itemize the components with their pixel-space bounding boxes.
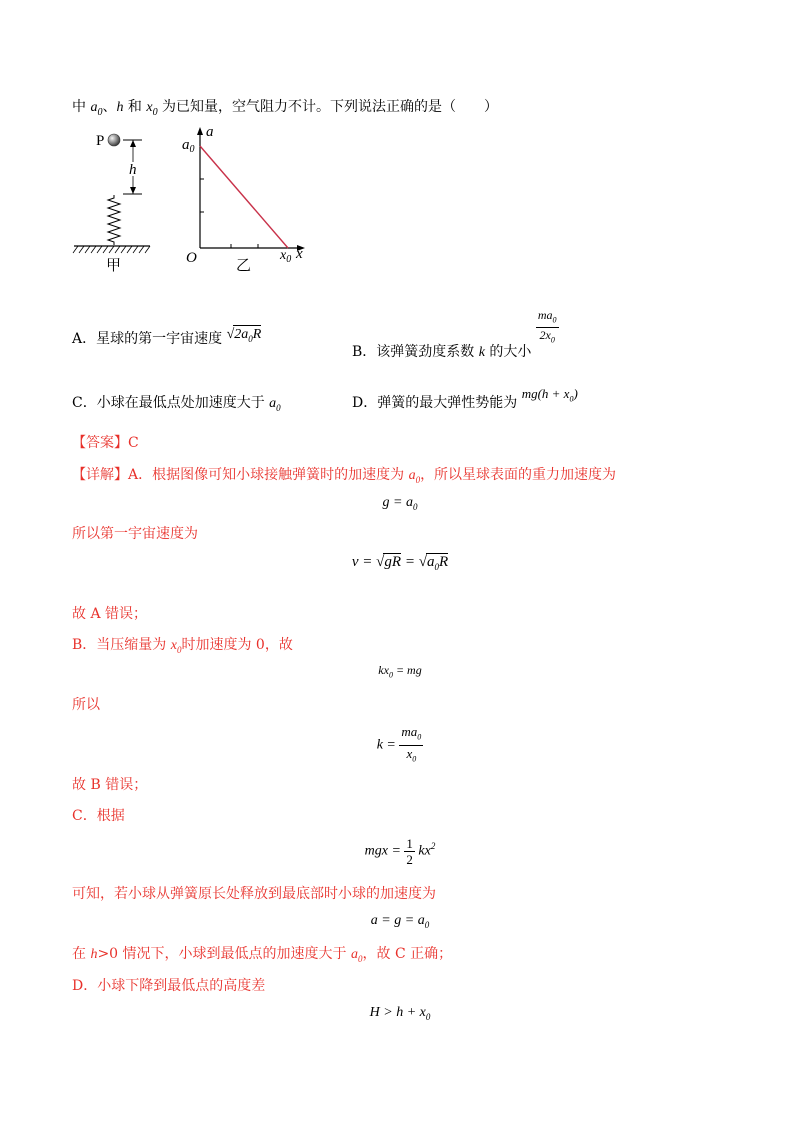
equation-g-a0: $g = a_0$ [382, 495, 418, 512]
x-intercept-label: $x_0$ [280, 248, 292, 265]
figure-jia [66, 124, 166, 280]
option-c[interactable]: C．小球在最低点处加速度大于 $a_0$ [72, 395, 281, 413]
equation-mgx: mgx = $\frac{1}{2}$ $kx^2$ [364, 836, 436, 867]
solution-b2: 所以 [72, 697, 100, 713]
solution-a2: 所以第一宇宙速度为 [72, 526, 198, 542]
solution-a1: 【详解】A．根据图像可知小球接触弹簧时的加速度为 $a_0$，所以星球表面的重力加速度为 [72, 467, 617, 485]
equation-height-difference: $H > h + x_0$ [369, 1005, 431, 1022]
solution-b3: 故 B 错误； [72, 777, 148, 793]
height-label: h [129, 162, 137, 178]
figure-yi-caption: 乙 [236, 256, 252, 274]
equation-a-g-a0: $a = g = a_0$ [370, 913, 430, 930]
option-b[interactable]: B．该弹簧劲度系数 k 的大小 $\frac{ma_0}{2x_0}$ [352, 308, 557, 360]
solution-b1: B．当压缩量为 $x_0$时加速度为 0，故 [72, 637, 293, 655]
figure-yi [176, 124, 316, 280]
option-a[interactable]: A．星球的第一宇宙速度 $√2a_0R$ [72, 327, 262, 347]
spring-icon [108, 195, 120, 245]
solution-c2: 可知，若小球从弹簧原长处释放到最底部时小球的加速度为 [72, 886, 436, 902]
solution-d1: D．小球下降到最低点的高度差 [72, 978, 266, 994]
equation-k: k = $\frac{ma_0}{x_0}$ [376, 724, 422, 764]
option-a-formula: $√2a_0R$ [227, 327, 262, 342]
y-intercept-label: $a_0$ [182, 137, 195, 155]
option-d[interactable]: D．弹簧的最大弹性势能为 $mg(h + x_0)$ [352, 386, 578, 411]
solution-c3: 在 h>0 情况下，小球到最低点的加速度大于 $a_0$，故 C 正确； [72, 946, 453, 964]
option-b-formula: $\frac{ma_0}{2x_0}$ [537, 308, 557, 345]
origin-label: O [186, 250, 197, 266]
option-d-formula: $mg(h + x_0)$ [521, 386, 578, 404]
equation-kx0-mg: $kx_0$ = mg [378, 663, 422, 680]
question-stem: 中 $a_0$、h 和 $x_0$ 为已知量，空气阻力不计。下列说法正确的是（ ） [72, 99, 499, 118]
figure-jia-caption: 甲 [106, 256, 122, 274]
answer-line: 【答案】C [72, 435, 139, 451]
y-axis-label: a [206, 124, 214, 140]
equation-first-cosmic-velocity: $v = √gR = √a_0R$ [351, 554, 449, 572]
acceleration-line [200, 146, 288, 248]
solution-c1: C．根据 [72, 808, 125, 824]
ball-icon [108, 134, 120, 146]
solution-a3: 故 A 错误； [72, 606, 148, 622]
point-p-label: P [96, 133, 105, 149]
x-axis-label: x [296, 246, 303, 262]
